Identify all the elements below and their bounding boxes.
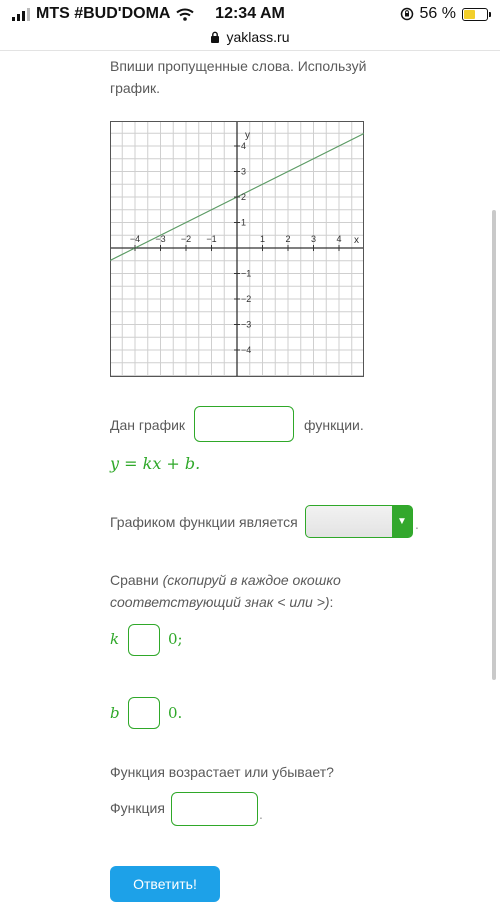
- formula: y = kx + b.: [110, 454, 201, 473]
- x-tick-label: −2: [180, 234, 192, 244]
- x-tick-label: −4: [129, 234, 141, 244]
- row-graph-of: [110, 417, 185, 433]
- status-bar: [0, 0, 500, 26]
- label-funktsii: функции.: [304, 417, 364, 433]
- y-tick-label: −4: [241, 345, 252, 355]
- k-label: [110, 630, 119, 648]
- y-tick-label: −3: [241, 319, 252, 330]
- compare-prompt-hint: (скопируй в каждое окошко соответствующий знак < или >): [110, 572, 341, 610]
- x-tick-label: 2: [285, 234, 291, 244]
- label-graph-is: Графиком функции является: [110, 514, 298, 530]
- signal-icon: [12, 8, 30, 21]
- url-text: yaklass.ru: [226, 29, 290, 45]
- x-tick-label: 4: [336, 234, 342, 244]
- battery-percent: 56 %: [419, 5, 456, 22]
- x-tick-label: 1: [259, 234, 266, 244]
- clock: 12:34 AM: [215, 5, 285, 22]
- label-function: Функция: [110, 800, 165, 816]
- task-intro: [110, 55, 410, 99]
- compare-prompt: [110, 569, 380, 613]
- y-tick-label: 2: [241, 192, 247, 202]
- function-graph: [110, 121, 364, 377]
- battery-icon: [462, 8, 488, 21]
- status-left: [12, 5, 194, 23]
- compare-prompt-end: :: [329, 594, 334, 610]
- submit-button[interactable]: Ответить!: [110, 866, 220, 902]
- b-compare-input[interactable]: [128, 697, 160, 729]
- x-tick-label: −3: [155, 234, 166, 244]
- address-bar[interactable]: [0, 26, 500, 48]
- period-2: .: [259, 806, 263, 822]
- k-zero-value: 0;: [168, 630, 183, 648]
- lock-icon: [210, 31, 220, 43]
- b-zero-value: 0.: [168, 704, 183, 722]
- wifi-icon: [176, 8, 194, 21]
- y-tick-label: 1: [241, 217, 247, 228]
- y-tick-label: 4: [241, 141, 247, 151]
- scrollbar[interactable]: [492, 210, 496, 680]
- k-zero: [168, 630, 183, 648]
- y-axis-label: y: [245, 130, 250, 141]
- intro-text: Впиши пропущенные слова. Используй график.: [110, 58, 367, 96]
- compare-prompt-start: Сравни: [110, 572, 163, 588]
- orientation-lock-icon: [400, 7, 414, 21]
- x-tick-label: −1: [206, 234, 217, 244]
- b-variable: b: [110, 704, 120, 722]
- x-axis-label: x: [354, 235, 359, 246]
- status-right: [400, 5, 488, 23]
- b-label: [110, 704, 120, 722]
- k-variable: k: [110, 630, 120, 648]
- chevron-down-icon: ▼: [392, 506, 412, 537]
- b-zero: [168, 704, 182, 722]
- y-tick-label: −1: [241, 268, 252, 279]
- y-tick-label: 3: [241, 166, 247, 177]
- k-compare-input[interactable]: [128, 624, 160, 656]
- function-type-input[interactable]: [194, 406, 294, 442]
- graph-type-select[interactable]: [305, 505, 413, 538]
- carrier-name: MTS #BUD'DOMA: [36, 5, 171, 22]
- label-dan-grafik: Дан график: [110, 417, 186, 433]
- monotonicity-input[interactable]: [171, 792, 258, 826]
- question: Функция возрастает или убывает?: [110, 764, 334, 780]
- y-tick-label: −2: [241, 294, 252, 304]
- period: .: [415, 516, 419, 532]
- divider: [0, 50, 500, 51]
- x-tick-label: 3: [310, 234, 317, 244]
